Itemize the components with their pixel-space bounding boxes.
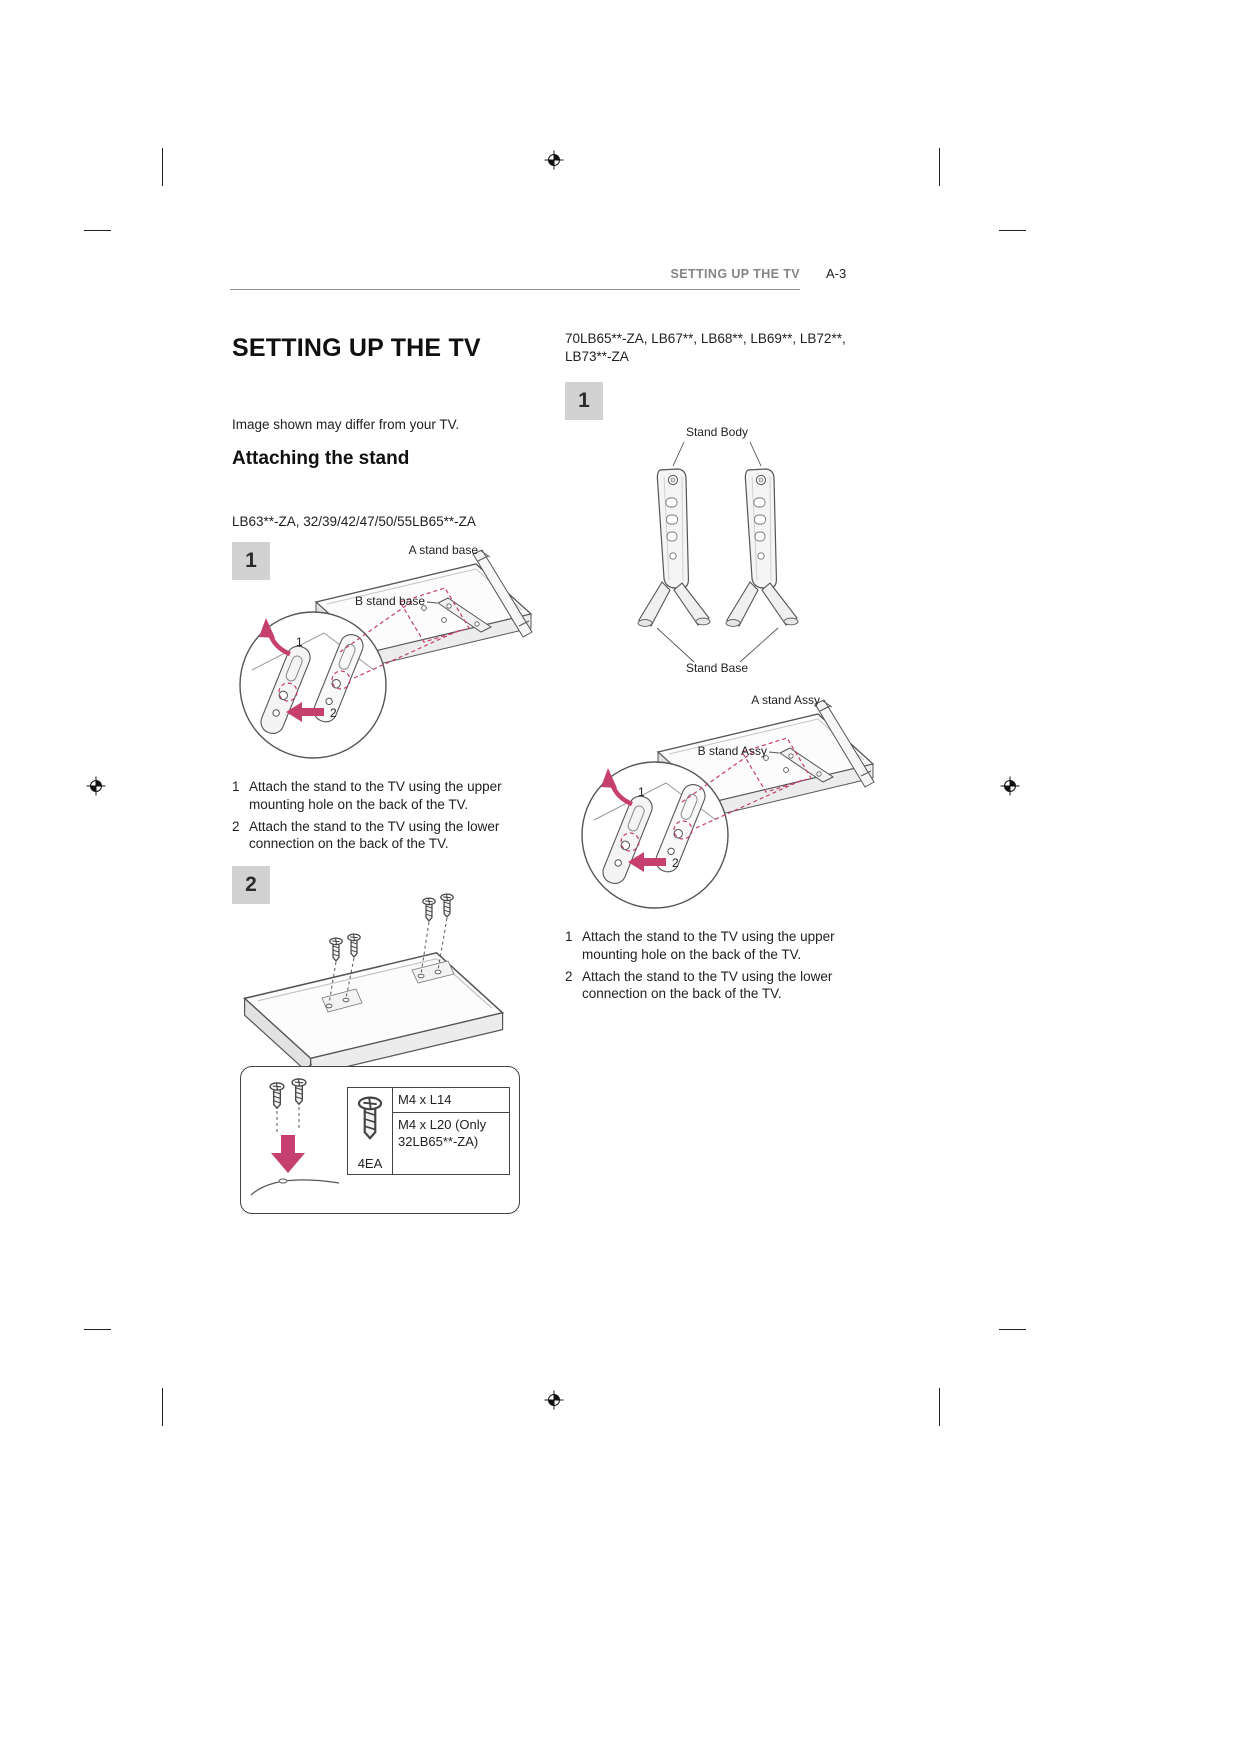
label-stand-base: Stand Base — [685, 661, 749, 675]
screw-icon — [330, 938, 342, 961]
crop-mark — [162, 148, 163, 186]
running-title: SETTING UP THE TV — [670, 267, 800, 281]
label-b-stand-base: B stand base — [354, 594, 425, 608]
screw-icon — [357, 1091, 383, 1149]
label-a-stand-assy: A stand Assy — [751, 693, 820, 707]
instructions-left — [232, 778, 532, 857]
header-rule — [230, 289, 800, 290]
registration-mark-icon — [86, 776, 106, 796]
screw-spec — [347, 1087, 510, 1175]
crop-mark — [999, 230, 1026, 231]
screw-quantity: 4EA — [357, 1156, 383, 1171]
callout-1: 1 — [638, 785, 645, 799]
step-number: 1 — [578, 389, 590, 412]
step-badge-1-right — [565, 382, 603, 420]
attach-diagram-right — [570, 690, 880, 925]
callout-2: 2 — [672, 856, 679, 870]
instruction-number: 2 — [565, 968, 573, 984]
spec-row: M4 x L20 (Only 32LB65**-ZA) — [393, 1112, 509, 1174]
stand-parts-diagram — [562, 420, 872, 680]
crop-mark — [84, 230, 111, 231]
screw-icon — [348, 934, 360, 957]
attach-diagram-left — [228, 540, 538, 775]
instruction-text: Attach the stand to the TV using the lower connection on the back of the TV. — [249, 818, 500, 852]
instruction-item — [232, 818, 532, 854]
spec-row: M4 x L14 — [398, 1092, 452, 1107]
step-number: 2 — [245, 873, 257, 896]
crop-mark — [84, 1329, 111, 1330]
model-list-right: 70LB65**-ZA, LB67**, LB68**, LB69**, LB72**, LB73**-ZA — [565, 331, 846, 365]
stand-body-illustration — [726, 469, 798, 626]
callout-2: 2 — [330, 706, 337, 720]
instruction-number: 2 — [232, 818, 240, 834]
crop-mark — [939, 1388, 940, 1426]
screw-detail-box — [240, 1066, 520, 1214]
crop-mark — [162, 1388, 163, 1426]
crop-mark — [939, 148, 940, 186]
page-number: A-3 — [826, 266, 847, 281]
instruction-item — [565, 968, 865, 1004]
registration-mark-icon — [544, 150, 564, 170]
screw-icon — [292, 1079, 306, 1104]
stand-body-illustration — [638, 469, 710, 626]
instruction-item — [232, 778, 532, 814]
crop-mark — [999, 1329, 1026, 1330]
screw-icon — [270, 1083, 284, 1108]
screw-mount-diagram — [224, 884, 539, 1086]
screw-icon — [441, 894, 453, 917]
instruction-number: 1 — [232, 779, 240, 794]
instruction-text: Attach the stand to the TV using the upper mounting hole on the back of the TV. — [582, 929, 835, 962]
tv-attach-illustration — [582, 700, 874, 908]
label-stand-body: Stand Body — [685, 425, 749, 439]
label-a-stand-base: A stand base — [408, 543, 478, 557]
spec-table — [392, 1087, 510, 1175]
screw-qty-cell — [347, 1087, 393, 1175]
section-heading: Attaching the stand — [232, 448, 410, 469]
callout-1: 1 — [296, 635, 303, 649]
instruction-text: Attach the stand to the TV using the upper mounting hole on the back of the TV. — [249, 779, 502, 812]
instructions-right — [565, 928, 865, 1007]
instruction-text: Attach the stand to the TV using the lower connection on the back of the TV. — [582, 968, 833, 1002]
instruction-number: 1 — [565, 929, 573, 944]
page-title: SETTING UP THE TV — [232, 334, 481, 362]
insert-arrow-icon — [271, 1135, 305, 1173]
tv-attach-illustration — [240, 550, 532, 758]
instruction-item — [565, 928, 865, 964]
registration-mark-icon — [544, 1390, 564, 1410]
screw-closeup-illustration — [247, 1075, 343, 1203]
image-note: Image shown may differ from your TV. — [232, 417, 460, 432]
model-list-left: LB63**-ZA, 32/39/42/47/50/55LB65**-ZA — [232, 514, 476, 529]
label-b-stand-assy: B stand Assy — [697, 744, 767, 758]
tv-slab-illustration — [245, 953, 503, 1075]
screw-icon — [423, 898, 435, 921]
registration-mark-icon — [1000, 776, 1020, 796]
step-number: 1 — [245, 549, 257, 572]
